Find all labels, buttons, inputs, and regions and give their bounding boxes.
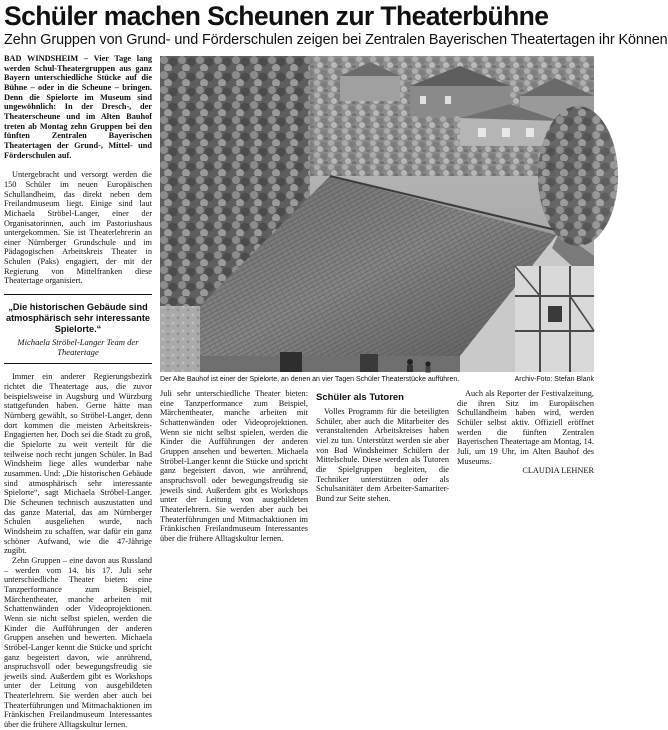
article-photo	[160, 56, 594, 372]
article-column-1	[4, 54, 152, 730]
photo-caption-row	[160, 375, 594, 386]
article-paragraph: Untergebracht und versorgt werden die 150 Schüler im neuen Europäischen Schullandheim, das direkt neben dem Freilandmuseum liegt. Einige sind laut Michaela Ströbel-Langer, einer der Organisatorinnen, auch im Pastoriushaus untergekommen. Sie ist Theaterlehrerin an einer Nürnberger Grundschule und im Pädagogischen Arbeitskreis Theater in Schulen (Paks) engagiert, der mit der Regierung von Mittelfranken diese Theatertage organisiert.	[4, 170, 152, 286]
pull-quote-text: „Die historischen Gebäude sind atmosphärisch sehr interessante Spielorte.“	[6, 302, 150, 334]
photo-barn-village-image	[160, 56, 594, 372]
article-column-4	[457, 389, 594, 502]
pull-quote	[4, 294, 152, 364]
article-subheading: Schüler als Tutoren	[316, 392, 404, 403]
photo-credit: Archiv-Foto: Stefan Blank	[514, 376, 594, 383]
article-paragraph: Juli sehr unterschiedliche Theater bieten: eine Tanzperformance zum Beispiel, Märchentheater, manche arbeiten mit Schattenwänden oder Videoprojektionen. Wenn sie nicht selbst spielen, werden die Kinder die Aufführungen der anderen Gruppen ansehen und bewerten. Michaela Ströbel-Langer kennt die Stücke und spricht ganz begeistert davon, wie anrührend, anspruchsvoll oder bewegungsfreudig sie jeweils sind. Außerdem gibt es Workshops unter der Leitung von ausgebildeten Theaterlehrern. Sie werden aber auch bei Theaterführungen und Mitmachaktionen im Fränkischen Freilandmuseum Interessantes über die frühere Alltagskultur lernen.	[160, 389, 308, 543]
article-paragraph: Zehn Gruppen – eine davon aus Russland – werden vom 14. bis 17. Juli sehr unterschiedliche Theater bieten: eine Tanzperformance zum Beispiel, Märchentheater, manche arbeiten mit Schattenwänden oder Videoprojektionen. Wenn sie nicht selbst spielen, werden die Kinder die Aufführungen der anderen Gruppen ansehen und bewerten. Michaela Ströbel-Langer kennt die Stücke und spricht ganz begeistert davon, wie anrührend, anspruchsvoll oder bewegungsfreudig sie jeweils sind. Außerdem gibt es Workshops unter der Leitung von ausgebildeten Theaterlehrern. Sie werden aber auch bei Theaterführungen und Mitmachaktionen im Fränkischen Freilandmuseum Interessantes über die frühere Alltagskultur lernen.	[4, 555, 152, 730]
article-headline: Schüler machen Scheunen zur Theaterbühne	[4, 1, 549, 31]
article-paragraph: Auch als Reporter der Festivalzeitung, die ihren Sitz im Europäischen Schullandheim haben wird, werden Schüler selbst aktiv. Offiziell eröffnet werden die fünften Zentralen Bayerischen Theatertage am Montag, 14. Juli, um 19 Uhr, im Alten Bauhof des Museums.	[457, 389, 594, 466]
photo-caption: Der Alte Bauhof ist einer der Spielorte, an denen an vier Tagen Schüler Theaterstücke aufführen.	[160, 376, 460, 383]
article-subheadline: Zehn Gruppen von Grund- und Förderschulen zeigen bei Zentralen Bayerischen Theatertagen ihr Können	[4, 32, 668, 48]
article-author: CLAUDIA LEHNER	[522, 466, 594, 476]
article-column-3	[316, 389, 449, 502]
article-paragraph: Immer ein anderer Regierungsbezirk richtet die Theatertage aus, die zuvor beispielsweise in Augsburg und Würzburg stattgefunden haben. Gerne hätte man Nürnberg gewählt, so Ströbel-Langer, denn dort kommen die meisten Arbeitskreis-Engagierten her. Doch sei die Stadt zu groß, die Spielorte zu weit verteilt für die teilweise noch recht jungen Schüler. In Bad Windsheim liege alles wunderbar nahe zusammen. Und: „Die historischen Gebäude sind atmosphärisch sehr interessante Spielorte“, sagt Michaela Ströbel-Langer. Die Scheunen technisch auszustatten und das ganze Material, das am Nürnberger Schulen ausgeliehen wurde, nach Windsheim zu schaffen, war dafür ein ganz schöner Aufwand, wie die 47-Jährige zugibt.	[4, 372, 152, 556]
article-paragraph: Volles Programm für die beteiligten Schüler, aber auch die Mitarbeiter des veranstaltenden Arbeitskreises haben viel zu tun. Unterstützt werden sie aber von Bad Windsheimer Schülern der Mittelschule. Diese werden als Tutoren die Spielgruppen begleiten, die Techniker unterstützen oder als Schulsanitäter dem Arbeiter-Samariter-Bund zur Seite stehen.	[316, 407, 449, 503]
pull-quote-author: Michaela Ströbel-Langer Team der Theatertage	[17, 337, 139, 358]
article-column-2	[160, 389, 308, 543]
article-lead-paragraph: BAD WINDSHEIM – Vier Tage lang werden Schul-Theatergruppen aus ganz Bayern unterschiedliche Stücke auf die Bühne – oder in die Scheune – bringen. Denn die Spielorte im Museum sind ungewöhnlich: In der Dresch-, der Theaterscheune und im Alten Bauhof treten ab Montag zehn Gruppen bei den fünften Zentralen Bayerischen Theatertagen der Grund-, Mittel- und Förderschulen auf.	[4, 54, 152, 160]
